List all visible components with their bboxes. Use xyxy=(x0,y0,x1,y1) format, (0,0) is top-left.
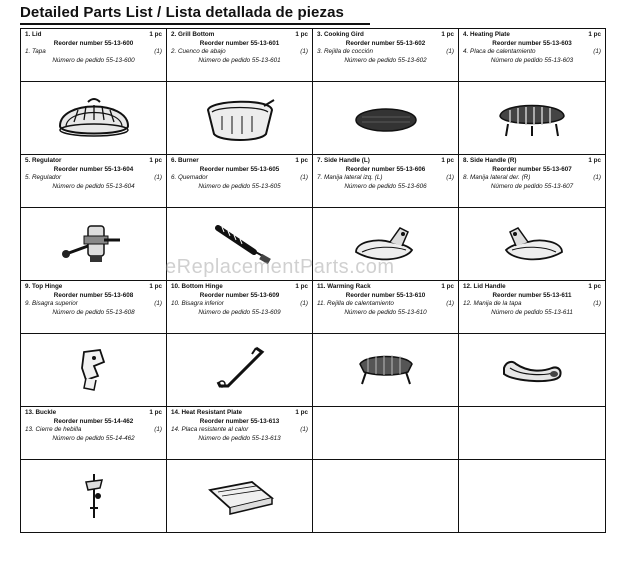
part-es-qty: (1) xyxy=(446,48,454,55)
part-reorder: Reorder number 55-13-613 xyxy=(199,417,280,425)
part-es-name: 10. Bisagra inferior xyxy=(171,300,224,307)
part-es-name: 12. Manija de la tapa xyxy=(463,300,522,307)
empty-cell xyxy=(313,407,459,459)
regulator-icon xyxy=(54,216,134,272)
part-name: 6. Burner xyxy=(171,157,199,164)
part-name: 10. Bottom Hinge xyxy=(171,283,223,290)
part-es-name: 3. Rejilla de cocción xyxy=(317,48,374,55)
part-reorder: Reorder number 55-13-602 xyxy=(345,39,426,47)
part-es-qty: (1) xyxy=(154,174,162,181)
warming-rack-icon xyxy=(346,342,426,398)
part-qty: 1 pc xyxy=(441,157,454,164)
part-es-reorder: Número de pedido 55-13-608 xyxy=(52,308,135,316)
part-cell-7 xyxy=(313,155,459,207)
part-es-qty: (1) xyxy=(300,48,308,55)
part-name: 14. Heat Resistant Plate xyxy=(171,409,243,416)
part-qty: 1 pc xyxy=(441,283,454,290)
part-cell-13 xyxy=(21,407,167,459)
part-es-reorder: Número de pedido 55-13-603 xyxy=(490,56,574,64)
part-reorder: Reorder number 55-13-603 xyxy=(492,39,572,47)
empty-cell xyxy=(459,407,605,459)
buckle-icon xyxy=(54,468,134,524)
part-es-name: 8. Manija lateral der. (R) xyxy=(463,174,531,181)
part-es-qty: (1) xyxy=(593,300,601,307)
part-reorder: Reorder number 55-13-610 xyxy=(345,291,426,299)
part-qty: 1 pc xyxy=(149,409,162,416)
title-underline xyxy=(20,23,370,25)
part-es-qty: (1) xyxy=(446,174,454,181)
heat-resistant-plate-icon xyxy=(200,468,280,524)
part-cell-10 xyxy=(167,281,313,333)
empty-cell xyxy=(313,460,459,532)
parts-image-row xyxy=(21,334,605,407)
part-reorder: Reorder number 55-13-609 xyxy=(199,291,280,299)
lid-handle-icon xyxy=(492,342,572,398)
part-cell-4 xyxy=(459,29,605,81)
part-es-reorder: Número de pedido 55-13-605 xyxy=(198,182,281,190)
part-es-qty: (1) xyxy=(154,48,162,55)
part-es-reorder: Número de pedido 55-13-613 xyxy=(198,434,281,442)
part-qty: 1 pc xyxy=(588,283,601,290)
watermark: eReplacementParts.com xyxy=(165,256,395,278)
part-reorder: Reorder number 55-13-601 xyxy=(199,39,280,47)
part-cell-5 xyxy=(21,155,167,207)
part-name: 2. Grill Bottom xyxy=(171,31,215,38)
part-es-reorder: Número de pedido 55-13-606 xyxy=(344,182,427,190)
part-es-name: 9. Bisagra superior xyxy=(25,300,78,307)
part-es-reorder: Número de pedido 55-14-462 xyxy=(52,434,135,442)
part-qty: 1 pc xyxy=(149,31,162,38)
part-qty: 1 pc xyxy=(588,31,601,38)
part-cell-9 xyxy=(21,281,167,333)
cooking-grid-icon xyxy=(346,90,426,146)
bottom-hinge-icon xyxy=(200,342,280,398)
part-qty: 1 pc xyxy=(149,283,162,290)
parts-text-row xyxy=(21,155,605,208)
part-es-qty: (1) xyxy=(300,300,308,307)
part-cell-6 xyxy=(167,155,313,207)
part-es-name: 1. Tapa xyxy=(25,48,46,55)
part-es-name: 14. Placa resistente al calor xyxy=(171,426,249,433)
part-es-name: 2. Cuenco de abajo xyxy=(171,48,226,55)
side-handle-right-icon xyxy=(492,216,572,272)
part-name: 9. Top Hinge xyxy=(25,283,63,290)
part-name: 4. Heating Plate xyxy=(463,31,510,38)
part-cell-3 xyxy=(313,29,459,81)
part-es-reorder: Número de pedido 55-13-610 xyxy=(344,308,427,316)
part-reorder: Reorder number 55-13-607 xyxy=(492,165,572,173)
parts-image-row xyxy=(21,82,605,155)
part-name: 13. Buckle xyxy=(25,409,57,416)
parts-text-row xyxy=(21,29,605,82)
part-name: 11. Warming Rack xyxy=(317,283,371,290)
part-name: 8. Side Handle (R) xyxy=(463,157,517,164)
part-es-name: 13. Cierre de hebilla xyxy=(25,426,82,433)
part-name: 12. Lid Handle xyxy=(463,283,506,290)
part-es-qty: (1) xyxy=(593,174,601,181)
part-reorder: Reorder number 55-13-611 xyxy=(492,291,572,299)
parts-grid xyxy=(20,28,606,533)
part-reorder: Reorder number 55-13-600 xyxy=(53,39,134,47)
part-es-name: 7. Manija lateral izq. (L) xyxy=(317,174,383,181)
part-es-qty: (1) xyxy=(300,426,308,433)
part-es-qty: (1) xyxy=(593,48,601,55)
top-hinge-icon xyxy=(54,342,134,398)
empty-cell xyxy=(459,460,605,532)
part-cell-14 xyxy=(167,407,313,459)
part-es-reorder: Número de pedido 55-13-600 xyxy=(52,56,135,64)
part-qty: 1 pc xyxy=(441,31,454,38)
part-es-qty: (1) xyxy=(300,174,308,181)
part-es-reorder: Número de pedido 55-13-601 xyxy=(198,56,281,64)
part-name: 3. Cooking Gird xyxy=(317,31,364,38)
heating-plate-icon xyxy=(492,90,572,146)
part-es-reorder: Número de pedido 55-13-609 xyxy=(198,308,281,316)
part-cell-11 xyxy=(313,281,459,333)
part-es-qty: (1) xyxy=(154,300,162,307)
parts-image-row xyxy=(21,460,605,532)
part-name: 5. Regulator xyxy=(25,157,62,164)
parts-text-row xyxy=(21,407,605,460)
part-name: 1. Lid xyxy=(25,31,42,38)
part-reorder: Reorder number 55-13-606 xyxy=(345,165,426,173)
part-reorder: Reorder number 55-14-462 xyxy=(53,417,134,425)
part-es-qty: (1) xyxy=(154,426,162,433)
grill-bottom-icon xyxy=(200,90,280,146)
part-es-name: 11. Rejilla de calentamiento xyxy=(317,300,394,307)
parts-text-row xyxy=(21,281,605,334)
part-cell-12 xyxy=(459,281,605,333)
part-qty: 1 pc xyxy=(295,157,308,164)
lid-icon xyxy=(54,90,134,146)
page-title: Detailed Parts List / Lista detallada de piezas xyxy=(20,4,344,21)
part-es-name: 4. Placa de calentamiento xyxy=(463,48,536,55)
part-es-name: 5. Regulador xyxy=(25,174,62,181)
part-cell-1 xyxy=(21,29,167,81)
part-cell-8 xyxy=(459,155,605,207)
part-es-name: 6. Quemador xyxy=(171,174,208,181)
part-cell-2 xyxy=(167,29,313,81)
part-es-reorder: Número de pedido 55-13-604 xyxy=(52,182,135,190)
part-qty: 1 pc xyxy=(295,283,308,290)
part-es-reorder: Número de pedido 55-13-607 xyxy=(490,182,574,190)
part-reorder: Reorder number 55-13-605 xyxy=(199,165,280,173)
part-reorder: Reorder number 55-13-608 xyxy=(53,291,134,299)
part-es-qty: (1) xyxy=(446,300,454,307)
part-es-reorder: Número de pedido 55-13-611 xyxy=(491,308,573,316)
part-qty: 1 pc xyxy=(295,31,308,38)
part-qty: 1 pc xyxy=(149,157,162,164)
part-name: 7. Side Handle (L) xyxy=(317,157,370,164)
part-qty: 1 pc xyxy=(588,157,601,164)
part-reorder: Reorder number 55-13-604 xyxy=(53,165,134,173)
part-qty: 1 pc xyxy=(295,409,308,416)
part-es-reorder: Número de pedido 55-13-602 xyxy=(344,56,427,64)
